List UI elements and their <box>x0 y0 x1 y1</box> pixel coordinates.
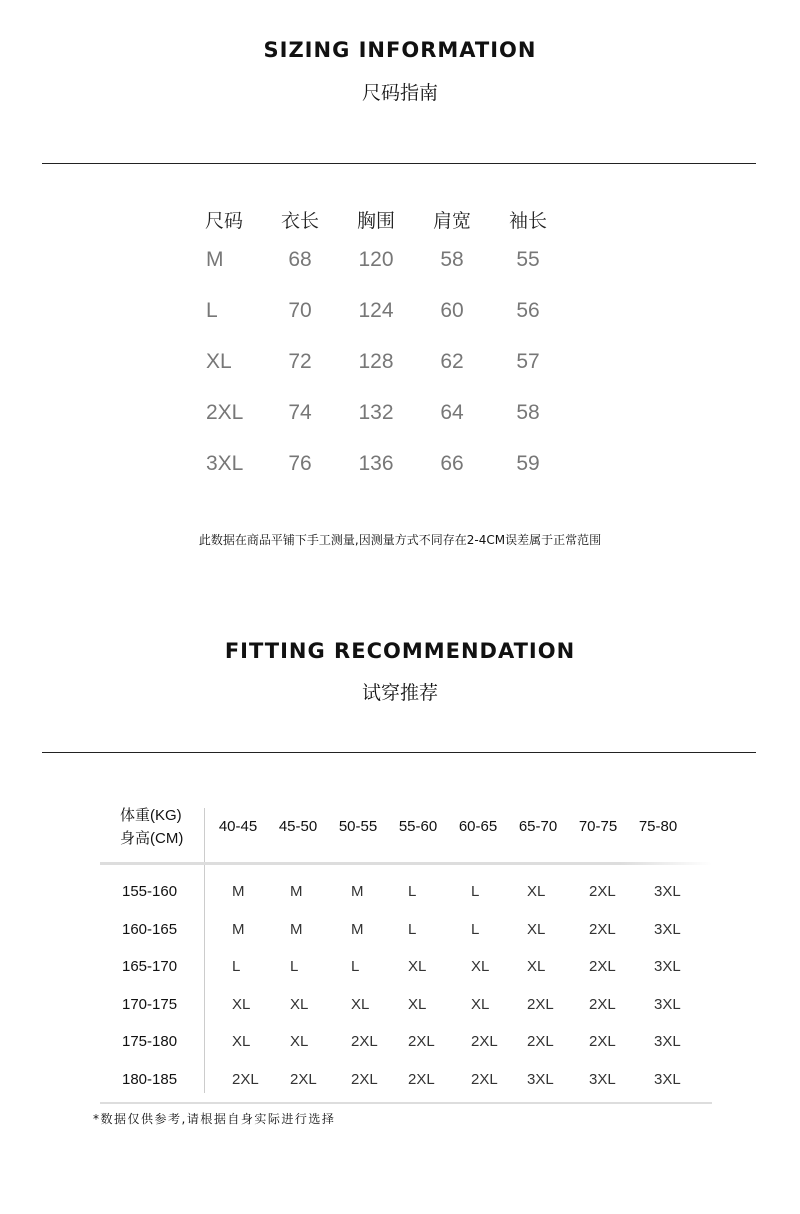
weight-range-header: 75-80 <box>638 818 678 835</box>
recommended-size-cell: 2XL <box>351 1070 378 1088</box>
header-sleeve: 袖长 <box>508 209 547 232</box>
recommended-size-cell: XL <box>232 995 251 1013</box>
recommended-size-cell: M <box>290 883 303 900</box>
corner-weight-label: 体重(KG) <box>120 807 182 824</box>
recommended-size-cell: M <box>351 920 364 938</box>
recommended-size-cell: XL <box>351 995 370 1013</box>
height-range-label: 165-170 <box>122 958 178 975</box>
sizing-cell: 59 <box>516 451 540 475</box>
sizing-cell: 60 <box>440 298 464 322</box>
sizing-cell: 72 <box>288 349 312 373</box>
recommended-size-cell: 3XL <box>654 1033 681 1050</box>
sizing-cell: 68 <box>288 247 312 271</box>
header-shoulder: 肩宽 <box>432 209 471 232</box>
weight-range-header: 45-50 <box>278 818 318 835</box>
recommended-size-cell: XL <box>408 995 427 1013</box>
fitting-table <box>100 800 720 1110</box>
recommended-size-cell: 2XL <box>589 920 616 938</box>
recommended-size-cell: 2XL <box>589 995 616 1013</box>
fitting-title-cn: 试穿推荐 <box>361 682 438 704</box>
recommended-size-cell: 3XL <box>654 920 681 938</box>
sizing-note: 此数据在商品平铺下手工测量,因测量方式不同存在2-4CM误差属于正常范围 <box>198 533 602 547</box>
fitting-table-bottom-line <box>100 1102 712 1104</box>
sizing-title-cn: 尺码指南 <box>361 82 438 104</box>
sizing-title-en: SIZING INFORMATION <box>263 38 537 62</box>
recommended-size-cell: L <box>232 958 241 975</box>
recommended-size-cell: L <box>471 920 480 938</box>
fitting-divider <box>42 752 756 753</box>
recommended-size-cell: 2XL <box>589 883 616 900</box>
sizing-table-header <box>186 204 566 234</box>
sizing-cell: 70 <box>288 298 312 322</box>
recommended-size-cell: 2XL <box>351 1033 378 1050</box>
recommended-size-cell: 3XL <box>589 1070 616 1088</box>
sizing-cell: 128 <box>358 349 394 373</box>
recommended-size-cell: L <box>290 958 299 975</box>
fitting-note: *数据仅供参考,请根据自身实际进行选择 <box>93 1112 336 1126</box>
recommended-size-cell: L <box>471 883 480 900</box>
recommended-size-cell: 3XL <box>654 883 681 900</box>
recommended-size-cell: XL <box>471 995 490 1013</box>
weight-range-header: 70-75 <box>578 818 618 835</box>
sizing-table <box>186 204 566 489</box>
sizing-cell: 136 <box>358 451 394 475</box>
sizing-table-row <box>186 438 566 489</box>
recommended-size-cell: 2XL <box>527 995 554 1013</box>
recommended-size-cell: 3XL <box>654 958 681 975</box>
sizing-cell: 74 <box>288 400 312 424</box>
recommended-size-cell: 2XL <box>232 1070 259 1088</box>
sizing-cell: 2XL <box>206 400 244 424</box>
recommended-size-cell: L <box>408 883 417 900</box>
recommended-size-cell: M <box>290 920 303 938</box>
recommended-size-cell: XL <box>527 920 546 938</box>
recommended-size-cell: XL <box>290 995 309 1013</box>
header-chest: 胸围 <box>356 209 395 232</box>
recommended-size-cell: M <box>232 920 245 938</box>
recommended-size-cell: 2XL <box>589 958 616 975</box>
sizing-cell: 3XL <box>206 451 244 475</box>
recommended-size-cell: 2XL <box>527 1033 554 1050</box>
sizing-cell: 132 <box>358 400 394 424</box>
sizing-cell: 120 <box>358 247 394 271</box>
height-range-label: 155-160 <box>122 883 178 900</box>
sizing-cell: 58 <box>516 400 540 424</box>
height-range-label: 170-175 <box>122 995 178 1013</box>
recommended-size-cell: XL <box>471 958 490 975</box>
recommended-size-cell: XL <box>527 958 546 975</box>
sizing-cell: XL <box>206 349 232 373</box>
sizing-cell: L <box>206 298 218 322</box>
sizing-cell: 55 <box>516 247 540 271</box>
sizing-table-row <box>186 387 566 438</box>
recommended-size-cell: 2XL <box>471 1033 498 1050</box>
weight-range-header: 50-55 <box>338 818 378 835</box>
recommended-size-cell: 2XL <box>589 1033 616 1050</box>
sizing-cell: M <box>206 247 224 271</box>
sizing-cell: 56 <box>516 298 540 322</box>
recommended-size-cell: 2XL <box>290 1070 317 1088</box>
recommended-size-cell: XL <box>408 958 427 975</box>
weight-range-header: 55-60 <box>398 818 438 835</box>
height-range-label: 180-185 <box>122 1070 178 1088</box>
recommended-size-cell: XL <box>527 883 546 900</box>
recommended-size-cell: L <box>351 958 360 975</box>
sizing-table-row <box>186 234 566 285</box>
sizing-divider <box>42 163 756 164</box>
fitting-corner-label <box>120 804 183 850</box>
weight-range-header: 60-65 <box>458 818 498 835</box>
sizing-cell: 124 <box>358 298 394 322</box>
recommended-size-cell: XL <box>290 1033 309 1050</box>
sizing-table-row <box>186 285 566 336</box>
recommended-size-cell: 3XL <box>527 1070 554 1088</box>
recommended-size-cell: M <box>232 883 245 900</box>
sizing-cell: 64 <box>440 400 464 424</box>
weight-range-header: 40-45 <box>218 818 258 835</box>
sizing-cell: 58 <box>440 247 464 271</box>
recommended-size-cell: L <box>408 920 417 938</box>
recommended-size-cell: 2XL <box>471 1070 498 1088</box>
recommended-size-cell: 2XL <box>408 1033 435 1050</box>
recommended-size-cell: M <box>351 883 364 900</box>
recommended-size-cell: 3XL <box>654 1070 681 1088</box>
height-range-label: 160-165 <box>122 920 178 938</box>
fitting-title-en: FITTING RECOMMENDATION <box>224 639 576 663</box>
fitting-table-vertical-line <box>204 808 205 1093</box>
weight-range-header: 65-70 <box>518 818 558 835</box>
header-length: 衣长 <box>280 209 319 232</box>
sizing-cell: 62 <box>440 349 464 373</box>
recommended-size-cell: XL <box>232 1033 251 1050</box>
corner-height-label: 身高(CM) <box>120 830 184 847</box>
sizing-cell: 66 <box>440 451 464 475</box>
recommended-size-cell: 2XL <box>408 1070 435 1088</box>
height-range-label: 175-180 <box>122 1033 178 1050</box>
header-size: 尺码 <box>204 209 243 232</box>
fitting-table-header-line <box>100 862 712 865</box>
sizing-table-row <box>186 336 566 387</box>
recommended-size-cell: 3XL <box>654 995 681 1013</box>
sizing-cell: 76 <box>288 451 312 475</box>
sizing-cell: 57 <box>516 349 540 373</box>
